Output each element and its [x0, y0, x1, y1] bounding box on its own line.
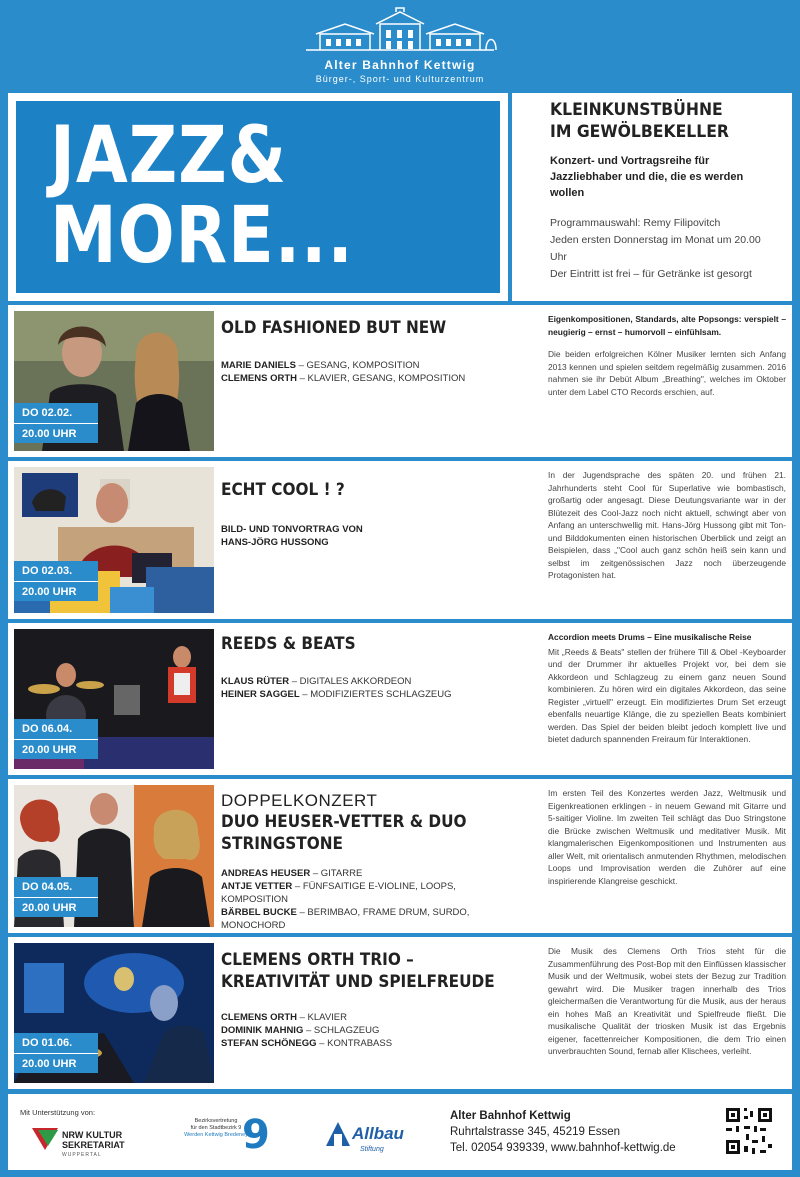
event-details — [221, 945, 521, 1050]
event-details — [221, 631, 521, 701]
event-card-3 — [8, 623, 792, 775]
performer: ANDREAS HEUSER – GITARRE — [221, 868, 363, 879]
nrw-kultur-logo-icon — [32, 1128, 58, 1150]
performer: HANS-JÖRG HUSSONG — [221, 537, 329, 548]
event-lead: Eigenkompositionen, Standards, alte Popsongs: verspielt – neugierig – ernst – humorvoll – einfühlsam. — [548, 314, 786, 337]
bezirk-nine-logo: 9 — [242, 1112, 270, 1158]
event-card-4 — [8, 779, 792, 933]
hero-title-box — [16, 101, 500, 293]
event-date-badge — [14, 719, 98, 759]
allbau-logo-icon — [326, 1122, 350, 1146]
event-description — [548, 631, 786, 746]
event-details — [221, 313, 521, 385]
hero-title-line-1: JAZZ& — [50, 111, 287, 201]
event-date: DO 02.02. — [22, 407, 73, 419]
event-time: 20.00 UHR — [14, 423, 98, 443]
event-date-badge — [14, 561, 98, 601]
event-text: Die Musik des Clemens Orth Trios steht für die Zusammenführung des Post-Bop mit den Einflüssen klassischer Musik und der Weltmusik, wobei stets der Bezug zur Tradition gewahrt wird. Die Musiker tragen innerhalb des Trios gleichermaßen die Verantwortung für die Musik, aus der heraus ein hohes Maß an Kreativität und Spielfreude fließt. Die musikalische Qualität der triosken Musik ist das Ergebnis eigener, facettenreicher Kompositionen, die dem Trio einen unverbrauchten Sound, fernab aller Klischees, verleiht. — [548, 946, 786, 1056]
event-lead: Accordion meets Drums – Eine musikalische Reise — [548, 632, 752, 642]
event-time: 20.00 UHR — [14, 739, 98, 759]
performer-list — [221, 523, 521, 549]
event-date-badge — [14, 1033, 98, 1073]
performer-list — [221, 1011, 521, 1050]
event-date: DO 04.05. — [22, 881, 73, 893]
event-card-2 — [8, 461, 792, 619]
performer: BÄRBEL BUCKE – BERIMBAO, FRAME DRUM, SURDO, MONOCHORD — [221, 907, 470, 931]
event-details — [221, 469, 521, 549]
event-date-badge — [14, 403, 98, 443]
building-logo — [300, 6, 500, 56]
bezirksvertretung-text: Bezirksvertretung für den Stadtbezirk 9 Werden Kettwig Bredeney — [184, 1118, 248, 1138]
event-date: DO 01.06. — [22, 1037, 73, 1049]
nrw-kultur-city: WUPPERTAL — [62, 1152, 102, 1158]
performer-list — [221, 867, 521, 932]
address-name: Alter Bahnhof Kettwig — [450, 1110, 571, 1122]
performer: KLAUS RÜTER – DIGITALES AKKORDEON — [221, 676, 412, 687]
event-text: Die beiden erfolgreichen Kölner Musiker lernten sich Anfang 2013 kennen und spielen seitdem regelmäßig zusammen. 2016 nahmen sie ihr Debüt Album „Breathing", welches im Oktober unter dem Label CTO Records erschien, auf. — [548, 349, 786, 397]
event-description — [548, 469, 786, 582]
series-info — [550, 215, 780, 283]
performer-list — [221, 359, 521, 385]
event-date: DO 02.03. — [22, 565, 73, 577]
event-description — [548, 945, 786, 1058]
venue-subtitle: Bürger-, Sport- und Kulturzentrum — [315, 74, 485, 84]
performer: ANTJE VETTER – FÜNFSAITIGE E-VIOLINE, LOOPS, KOMPOSITION — [221, 881, 456, 905]
series-info-admission: Der Eintritt ist frei – für Getränke ist gesorgt — [550, 268, 752, 280]
venue-name: Alter Bahnhof Kettwig — [324, 58, 476, 72]
header — [0, 0, 800, 92]
performer: CLEMENS ORTH – KLAVIER, GESANG, KOMPOSITION — [221, 373, 466, 384]
performer: BILD- UND TONVORTRAG VON — [221, 524, 363, 535]
venue-address — [450, 1108, 676, 1156]
series-info-schedule: Jeden ersten Donnerstag im Monat um 20.00 Uhr — [550, 234, 761, 263]
series-info-curator: Programmauswahl: Remy Filipovitch — [550, 217, 721, 229]
allbau-subtitle: Stiftung — [360, 1146, 384, 1153]
performer-list — [221, 675, 521, 701]
series-title-2: IM GEWÖLBEKELLER — [550, 122, 729, 142]
event-text: Im ersten Teil des Konzertes werden Jazz, Weltmusik und Eigenkreationen erklingen - in neuem Gewand mit Gitarre und 5-saitiger Violine. Im zweiten Teil schlägt das Duo Stringstone die Brücke zwischen Weltmusik und meditativer Musik. Mit klangmalerischen Eigenkompositionen und Instrumenten aus aller Welt, mit orientalisch anmutenden Rhythmen, melodischen Loops und Improvisation werden die Zuhörer auf eine inspirierende Klangreise geschickt. — [548, 788, 786, 886]
qr-code-icon[interactable] — [724, 1106, 774, 1156]
event-title: OLD FASHIONED BUT NEW — [221, 318, 447, 338]
event-title: DUO HEUSER-VETTER & DUO STRINGSTONE — [221, 812, 467, 854]
event-title: ECHT COOL ! ? — [221, 480, 345, 500]
event-text: Mit „Reeds & Beats" stellen der frühere Till & Obel -Keyboarder und der Drummer ihr aktuelles Projekt vor, bei dem sie Akkordeon und Schlagzeug zu einem ganz neuen Sound kombinieren. Zu hören wird ein digitales Akkordeon, das seine Register „virtuell" erzeugt. Ein modifiziertes Drum Set erzeugt ebenfalls neuartige Klänge, die zu speziellen Beats kombiniert werden. Das Spiel der beiden bleibt jedoch komplett live und bietet dadurch spannenden Freiraum für Interaktionen. — [548, 646, 786, 744]
series-info-panel — [512, 93, 792, 301]
performer: MARIE DANIELS – GESANG, KOMPOSITION — [221, 360, 420, 371]
hero-title-line-2: MORE... — [50, 191, 354, 281]
event-details — [221, 787, 521, 932]
footer — [8, 1094, 792, 1170]
allbau-name: Allbau — [352, 1124, 404, 1143]
event-text: In der Jugendsprache des späten 20. und frühen 21. Jahrhunderts steht Cool für Superlative wie bombastisch, großartig oder angesagt. Diese Deutungsvariante war in der Blütezeit des Cool-Jazz noch nicht aktuell, schwingt aber von Anfang an unterschwellig mit. Hans-Jörg Hussong gibt mit Ton- und Bilddokumenten einen historischen Überblick und zeigt an Beispielen, dass „"Cool auch ganz schön heiß sein kann und selbst im zeitgenössischen Jazz noch überzeugende Protagonisten hat. — [548, 470, 786, 580]
event-card-1 — [8, 305, 792, 457]
performer: CLEMENS ORTH – KLAVIER — [221, 1012, 347, 1023]
event-description — [548, 787, 786, 887]
address-street: Ruhrtalstrasse 345, 45219 Essen — [450, 1126, 621, 1138]
event-date: DO 06.04. — [22, 723, 73, 735]
hero-section — [8, 93, 792, 301]
performer: HEINER SAGGEL – MODIFIZIERTES SCHLAGZEUG — [221, 689, 452, 700]
event-time: 20.00 UHR — [14, 581, 98, 601]
performer: DOMINIK MAHNIG – SCHLAGZEUG — [221, 1025, 380, 1036]
performer: STEFAN SCHÖNEGG – KONTRABASS — [221, 1038, 393, 1049]
event-time: 20.00 UHR — [14, 897, 98, 917]
event-title: CLEMENS ORTH TRIO – KREATIVITÄT UND SPIELFREUDE — [221, 950, 495, 992]
series-description: Konzert- und Vortragsreihe für Jazzliebhaber und die, die es werden wollen — [550, 155, 744, 199]
support-label: Mit Unterstützung von: — [20, 1108, 96, 1117]
event-time: 20.00 UHR — [14, 1053, 98, 1073]
series-title-1: KLEINKUNSTBÜHNE — [550, 100, 723, 120]
event-pre-title: DOPPELKONZERT — [221, 791, 378, 810]
event-title: REEDS & BEATS — [221, 634, 356, 654]
nrw-kultur-text: NRW KULTUR SEKRETARIAT — [62, 1130, 125, 1150]
address-contact: Tel. 02054 939339, www.bahnhof-kettwig.de — [450, 1142, 676, 1154]
event-description — [548, 313, 786, 398]
event-card-5 — [8, 937, 792, 1089]
event-date-badge — [14, 877, 98, 917]
hero-title-panel — [8, 93, 508, 301]
